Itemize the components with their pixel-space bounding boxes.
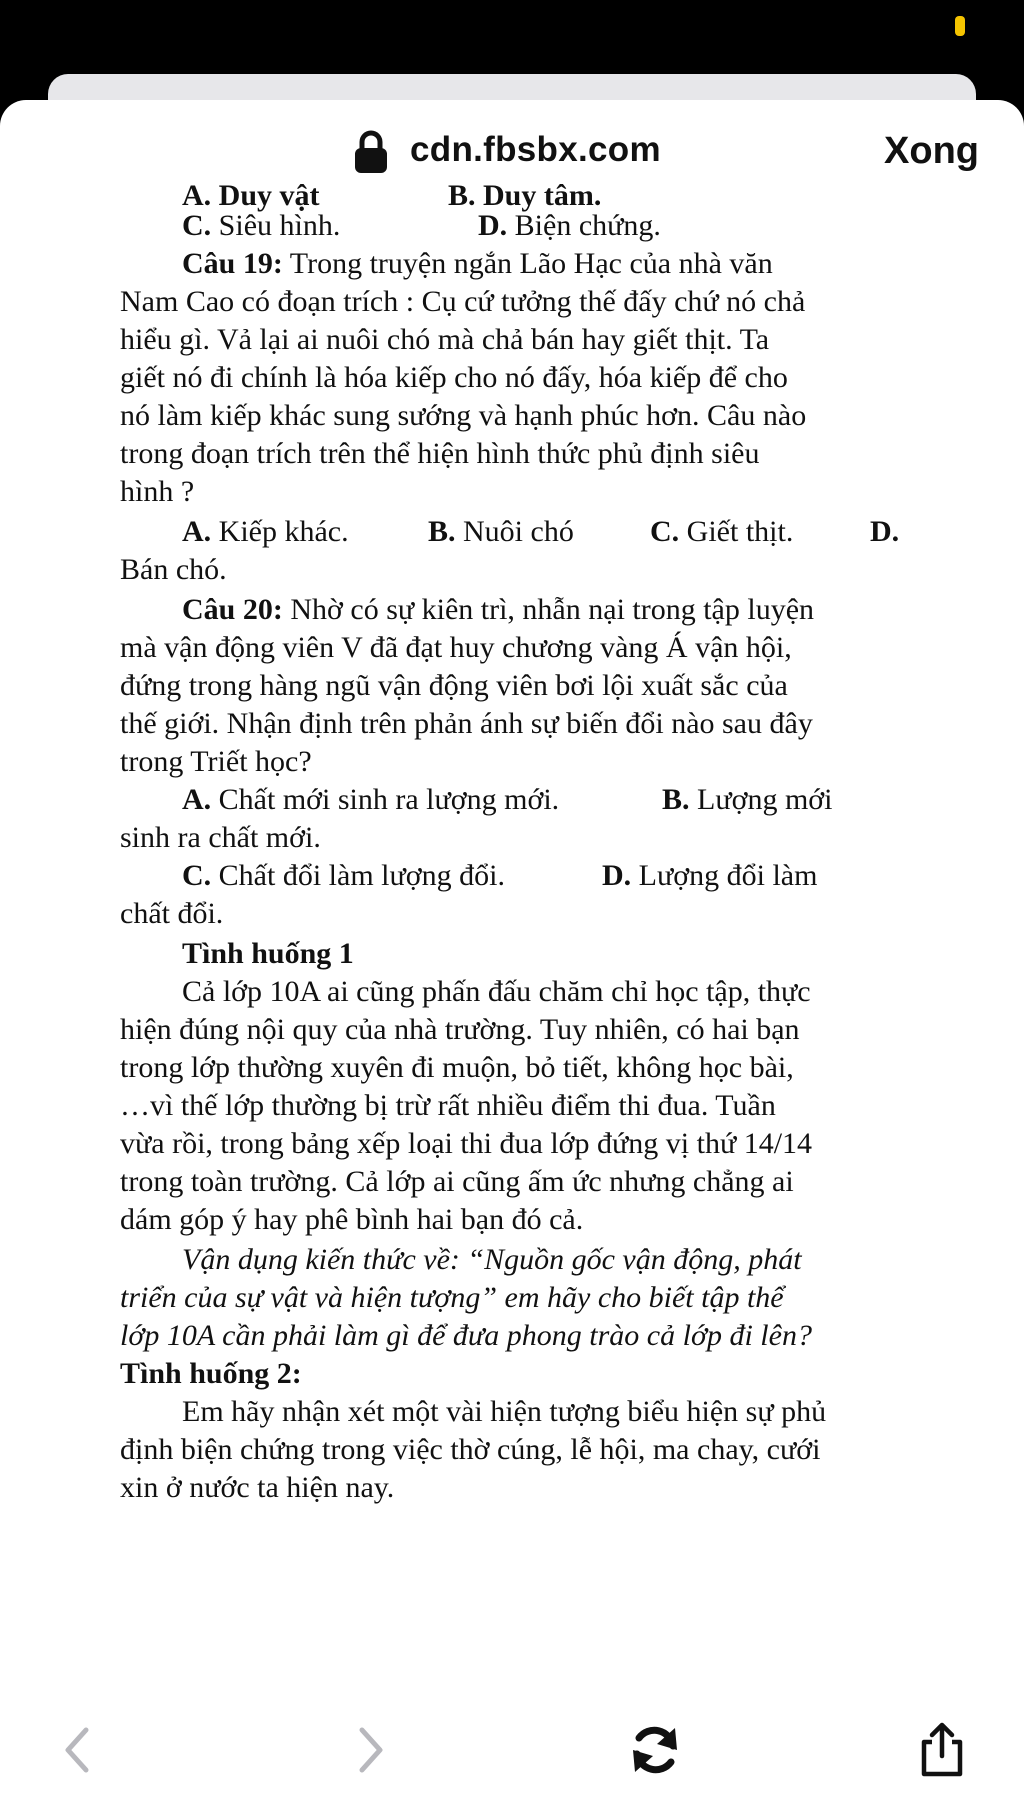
- question-20-line-1: Câu 20: Nhờ có sự kiên trì, nhẫn nại trong tập luyện: [182, 593, 815, 626]
- situation-1-line: dám góp ý hay phê bình hai bạn đó cả.: [120, 1203, 584, 1236]
- question-20-line: trong Triết học?: [120, 745, 312, 778]
- reload-icon[interactable]: [625, 1720, 685, 1780]
- situation-1-title: Tình huống 1: [182, 937, 354, 970]
- chevron-right-icon[interactable]: [340, 1720, 400, 1780]
- bottom-toolbar: [0, 1720, 1024, 1820]
- situation-2-line: xin ở nước ta hiện nay.: [120, 1471, 395, 1504]
- share-icon[interactable]: [912, 1720, 972, 1780]
- browser-sheet: [0, 100, 1024, 1820]
- option-d-text: Bán chó.: [120, 553, 227, 586]
- question-20-line: đứng trong hàng ngũ vận động viên bơi lội xuất sắc của: [120, 669, 788, 702]
- situation-1-question: triển của sự vật và hiện tượng” em hãy cho biết tập thể: [120, 1281, 784, 1314]
- cut-option-a: A. Duy vật: [182, 179, 320, 212]
- option-d: D. Lượng đổi làm: [602, 859, 818, 892]
- done-button[interactable]: Xong: [884, 130, 979, 172]
- option-c: C. Giết thịt.: [650, 515, 794, 548]
- url-text[interactable]: cdn.fbsbx.com: [410, 130, 661, 169]
- cut-option-b: B. Duy tâm.: [448, 179, 602, 212]
- situation-1-line: trong lớp thường xuyên đi muộn, bỏ tiết, không học bài,: [120, 1051, 794, 1084]
- option-b-text: sinh ra chất mới.: [120, 821, 321, 854]
- question-19-line: hiểu gì. Vả lại ai nuôi chó mà chả bán hay giết thịt. Ta: [120, 323, 770, 356]
- option-d: D.: [870, 515, 900, 548]
- option-d: D. Biện chứng.: [478, 209, 661, 242]
- option-b: B. Lượng mới: [662, 783, 833, 816]
- question-20-line: mà vận động viên V đã đạt huy chương vàng Á vận hội,: [120, 631, 792, 664]
- situation-2-title: Tình huống 2:: [120, 1357, 302, 1390]
- question-19-line: hình ?: [120, 475, 195, 508]
- situation-2-line: định biện chứng trong việc thờ cúng, lễ hội, ma chay, cưới: [120, 1433, 821, 1466]
- option-d-text: chất đổi.: [120, 897, 224, 930]
- lock-icon: [353, 130, 389, 174]
- situation-1-line: …vì thế lớp thường bị trừ rất nhiều điểm thi đua. Tuần: [120, 1089, 776, 1122]
- option-c: C. Chất đổi làm lượng đổi.: [182, 859, 505, 892]
- option-a: A. Chất mới sinh ra lượng mới.: [182, 783, 560, 816]
- question-19-line: Nam Cao có đoạn trích : Cụ cứ tưởng thế đấy chứ nó chả: [120, 285, 806, 318]
- situation-1-line: Cả lớp 10A ai cũng phấn đấu chăm chỉ học tập, thực: [182, 975, 811, 1008]
- status-indicator: [955, 16, 965, 36]
- situation-2-line: Em hãy nhận xét một vài hiện tượng biểu hiện sự phủ: [182, 1395, 827, 1428]
- question-20-line: thế giới. Nhận định trên phản ánh sự biến đổi nào sau đây: [120, 707, 813, 740]
- situation-1-question: Vận dụng kiến thức về: “Nguồn gốc vận động, phát: [182, 1243, 802, 1276]
- option-a: A. Kiếp khác.: [182, 515, 349, 548]
- question-19-line: nó làm kiếp khác sung sướng và hạnh phúc hơn. Câu nào: [120, 399, 807, 432]
- situation-1-line: trong toàn trường. Cả lớp ai cũng ấm ức nhưng chẳng ai: [120, 1165, 794, 1198]
- option-c: C. Siêu hình.: [182, 209, 341, 242]
- question-19-line: giết nó đi chính là hóa kiếp cho nó đấy, hóa kiếp để cho: [120, 361, 788, 394]
- question-19-line: trong đoạn trích trên thể hiện hình thức phủ định siêu: [120, 437, 760, 470]
- situation-1-line: vừa rồi, trong bảng xếp loại thi đua lớp đứng vị thứ 14/14: [120, 1127, 813, 1160]
- situation-1-line: hiện đúng nội quy của nhà trường. Tuy nhiên, có hai bạn: [120, 1013, 800, 1046]
- question-19-line-1: Câu 19: Trong truyện ngắn Lão Hạc của nhà văn: [182, 247, 773, 280]
- chevron-left-icon[interactable]: [48, 1720, 108, 1780]
- situation-1-question: lớp 10A cần phải làm gì để đưa phong trào cả lớp đi lên?: [120, 1319, 812, 1352]
- option-b: B. Nuôi chó: [428, 515, 574, 548]
- document-viewer[interactable]: [0, 179, 1024, 1586]
